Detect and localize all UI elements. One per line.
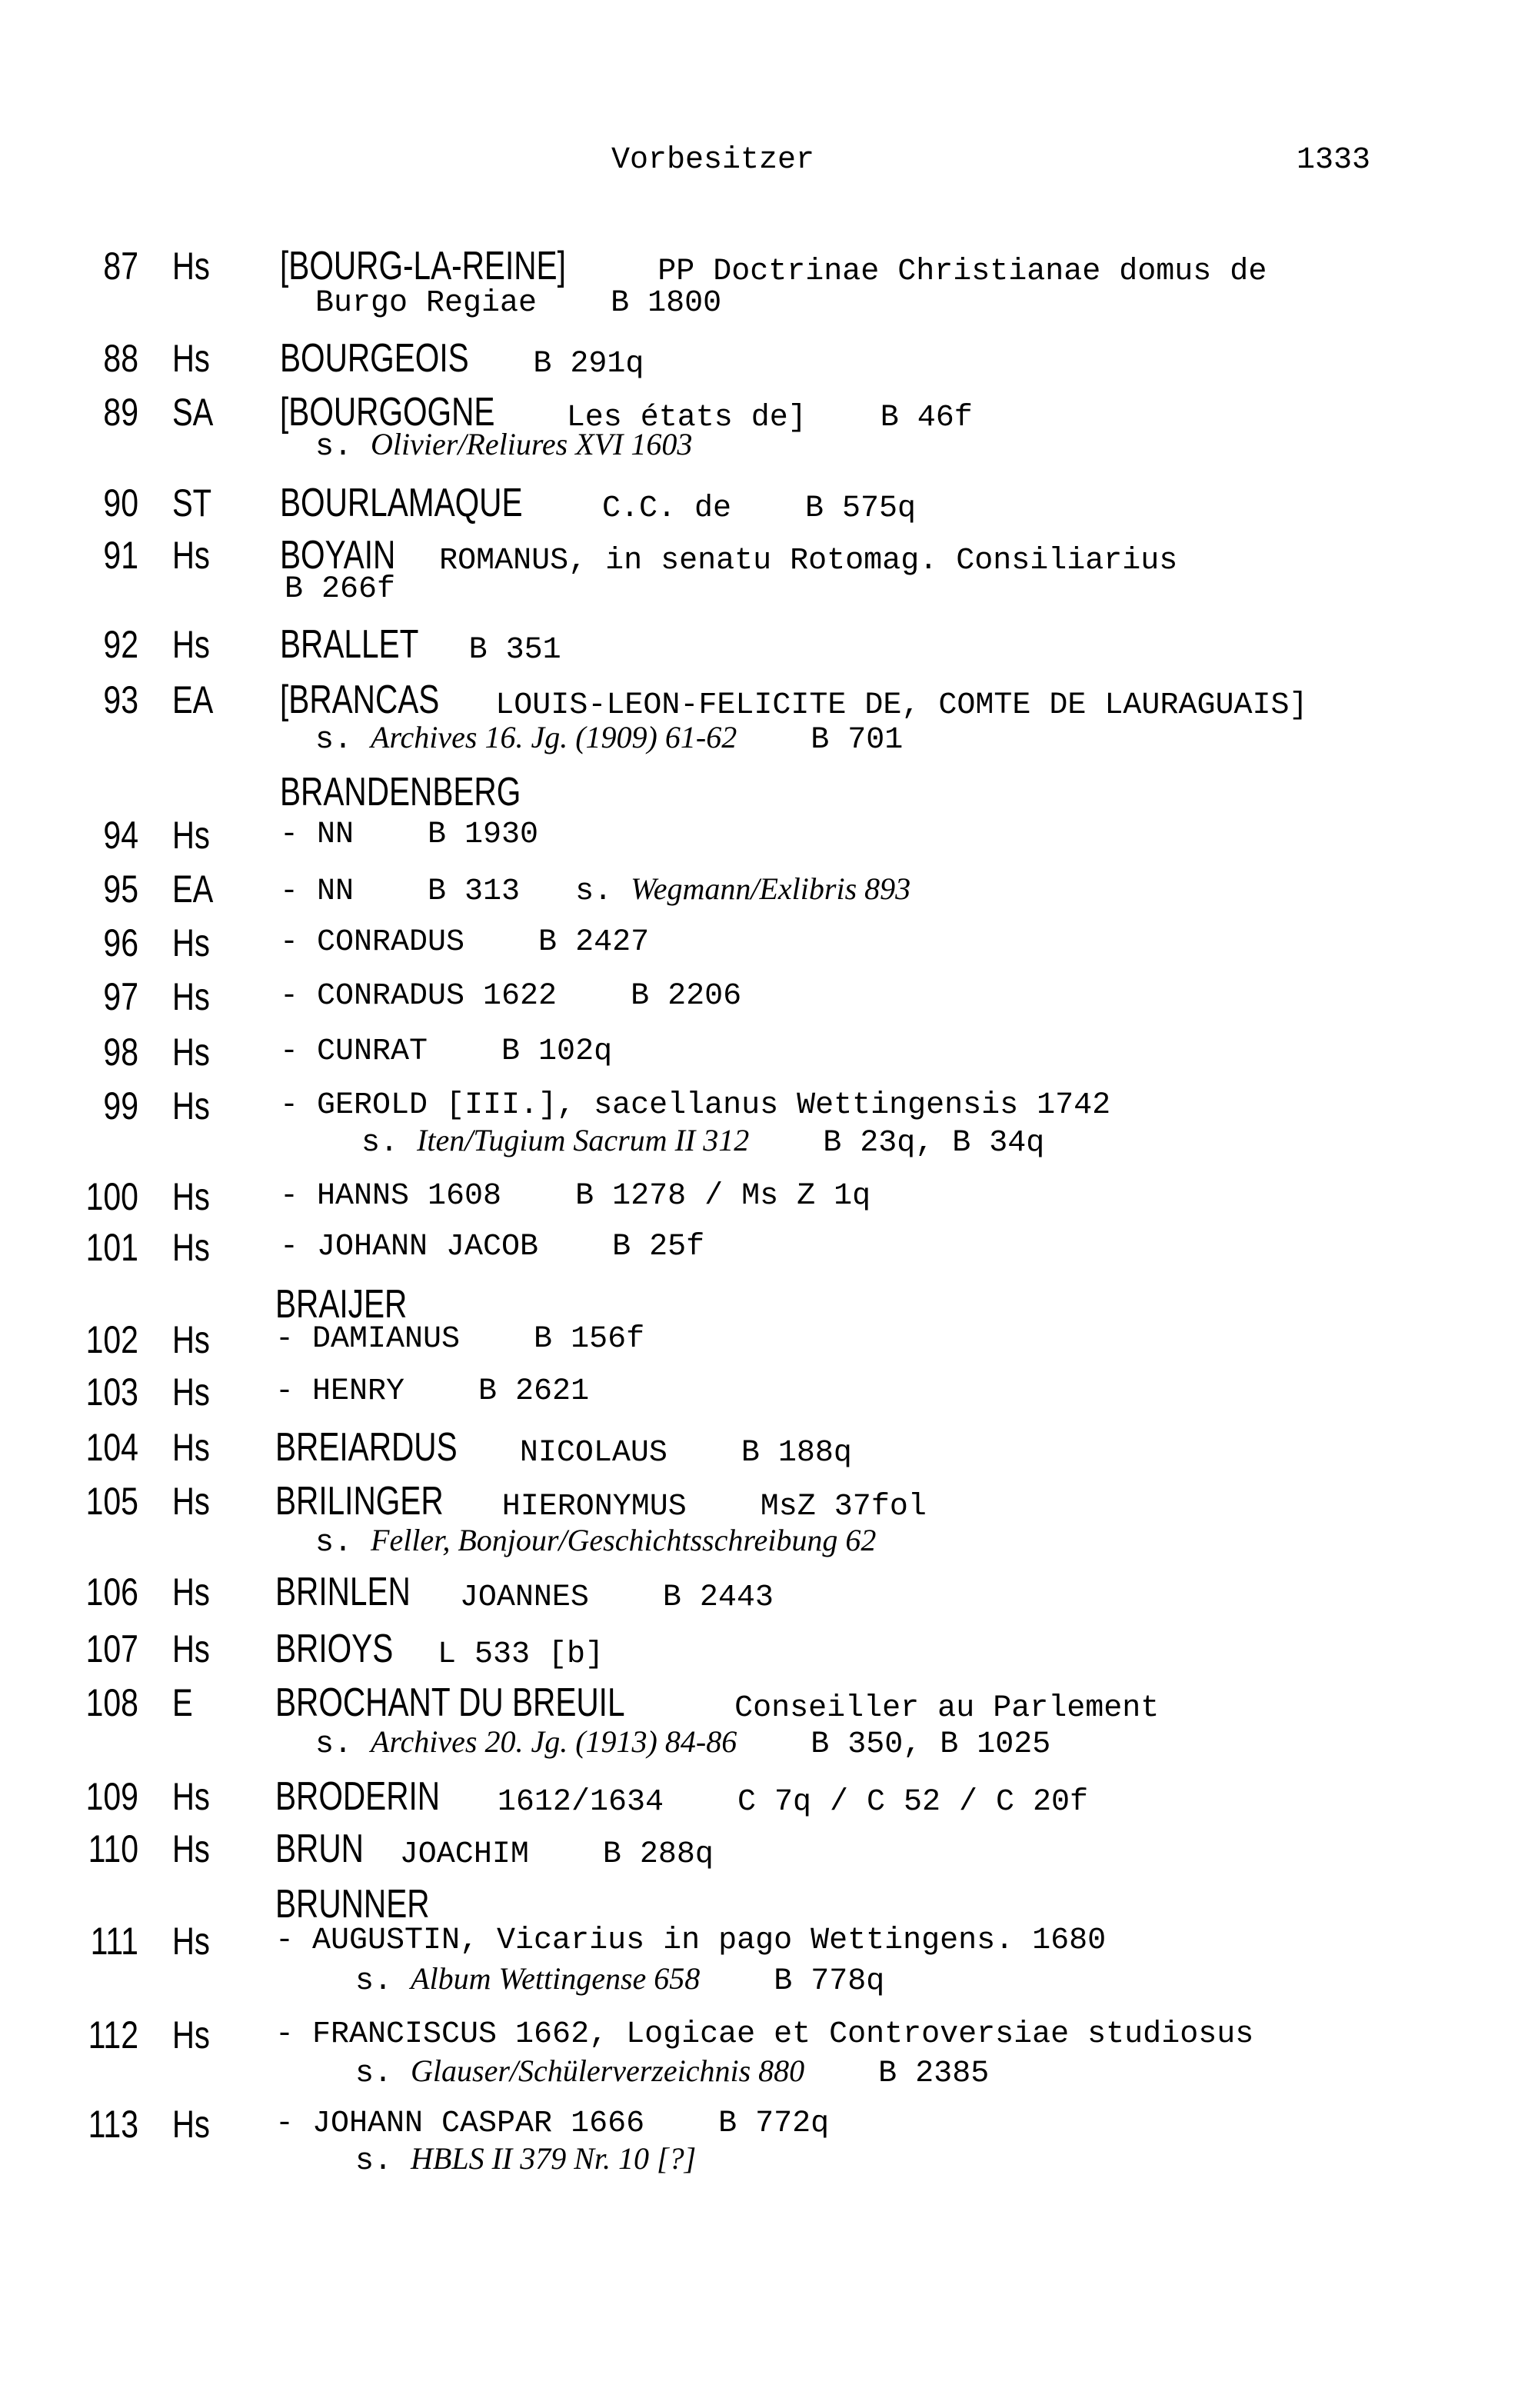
entry-details: B 291q bbox=[533, 347, 644, 381]
entry-reference: s. Iten/Tugium Sacrum II 312 B 23q, B 34q bbox=[361, 1123, 1045, 1161]
entry-reference: s. Feller, Bonjour/Geschichtsschreibung 62 bbox=[315, 1523, 877, 1560]
entry-details: JOACHIM B 288q bbox=[399, 1837, 714, 1872]
page-number: 1333 bbox=[1297, 143, 1371, 178]
entry-details: ROMANUS, in senatu Rotomag. Consiliarius bbox=[439, 544, 1178, 578]
entry-heading: BROCHANT DU BREUIL bbox=[275, 1680, 634, 1725]
entry-number: 108 bbox=[85, 1681, 138, 1724]
entry-113-ref bbox=[0, 2140, 1538, 2178]
entry-type: Hs bbox=[172, 2013, 210, 2057]
entry-109 bbox=[0, 1774, 1538, 1820]
group-heading-brandenberg bbox=[0, 769, 1538, 815]
entry-110 bbox=[0, 1826, 1538, 1872]
entry-details: - CONRADUS 1622 B 2206 bbox=[280, 979, 742, 1014]
entry-details: PP Doctrinae Christianae domus de bbox=[657, 255, 1267, 289]
entry-type: Hs bbox=[172, 245, 210, 288]
entry-type: Hs bbox=[172, 1775, 210, 1818]
entry-details: - HANNS 1608 B 1278 / Ms Z 1q bbox=[280, 1179, 871, 1214]
entry-reference: s. Olivier/Reliures XVI 1603 bbox=[315, 427, 693, 465]
entry-heading: BOURGEOIS bbox=[280, 336, 478, 381]
entry-number: 101 bbox=[85, 1226, 138, 1269]
entry-105 bbox=[0, 1478, 1538, 1524]
entry-type: Hs bbox=[172, 1226, 210, 1269]
entry-type: E bbox=[172, 1681, 193, 1724]
entry-heading: BRILINGER bbox=[275, 1479, 452, 1524]
entry-heading: [BOURGOGNE bbox=[280, 390, 504, 435]
citation: Glauser/Schülerverzeichnis 880 bbox=[411, 2053, 805, 2088]
entry-heading: BRODERIN bbox=[275, 1774, 449, 1819]
entry-90 bbox=[0, 480, 1538, 526]
entry-type: Hs bbox=[172, 1480, 210, 1523]
entry-112 bbox=[0, 2012, 1538, 2058]
entry-108 bbox=[0, 1680, 1538, 1726]
entry-continuation: Burgo Regiae B 1800 bbox=[315, 286, 722, 321]
entry-details: 1612/1634 C 7q / C 52 / C 20f bbox=[497, 1785, 1089, 1820]
entry-heading: [BRANCAS bbox=[280, 678, 448, 722]
entry-heading: [BOURG-LA-REINE] bbox=[280, 244, 575, 288]
entry-continuation: B 266f bbox=[285, 572, 396, 607]
entry-number: 93 bbox=[103, 678, 138, 721]
entry-details: - CUNRAT B 102q bbox=[280, 1034, 613, 1069]
entry-reference: s. HBLS II 379 Nr. 10 [?] bbox=[355, 2141, 697, 2179]
citation: Archives 20. Jg. (1913) 84-86 bbox=[371, 1724, 737, 1759]
entry-95 bbox=[0, 866, 1538, 912]
entry-105-ref bbox=[0, 1521, 1538, 1560]
entry-type: Hs bbox=[172, 2103, 210, 2146]
entry-number: 113 bbox=[88, 2103, 138, 2146]
entry-103 bbox=[0, 1369, 1538, 1415]
entry-87-cont bbox=[0, 285, 1538, 323]
entry-number: 97 bbox=[103, 975, 138, 1018]
entry-type: Hs bbox=[172, 1827, 210, 1870]
entry-reference: s. Archives 20. Jg. (1913) 84-86 B 350, B 1025 bbox=[315, 1724, 1051, 1762]
group-heading: BRANDENBERG bbox=[280, 770, 521, 814]
entry-96 bbox=[0, 920, 1538, 966]
entry-type: Hs bbox=[172, 814, 210, 857]
entry-details: - NN B 1930 bbox=[280, 818, 539, 852]
entry-number: 92 bbox=[103, 623, 138, 666]
entry-number: 91 bbox=[103, 534, 138, 577]
entry-details: LOUIS-LEON-FELICITE DE, COMTE DE LAURAGUAIS] bbox=[495, 688, 1308, 723]
entry-heading: BRALLET bbox=[280, 622, 428, 667]
entry-99-ref bbox=[0, 1121, 1538, 1160]
entry-type: Hs bbox=[172, 1031, 210, 1074]
entry-text bbox=[275, 1424, 852, 1480]
entry-text bbox=[280, 866, 910, 919]
entry-number: 89 bbox=[103, 391, 138, 434]
entry-number: 90 bbox=[103, 481, 138, 525]
entry-text bbox=[275, 1826, 714, 1882]
entry-number: 99 bbox=[103, 1084, 138, 1127]
entry-101 bbox=[0, 1224, 1538, 1271]
entry-number: 102 bbox=[85, 1318, 138, 1361]
citation: HBLS II 379 Nr. 10 [?] bbox=[411, 2141, 697, 2176]
entry-reference: s. Glauser/Schülerverzeichnis 880 B 2385 bbox=[355, 2053, 990, 2091]
entry-details: - GEROLD [III.], sacellanus Wettingensis 1742 bbox=[280, 1088, 1111, 1123]
entry-89-ref bbox=[0, 425, 1538, 464]
entry-details: - JOHANN CASPAR 1666 B 772q bbox=[275, 2107, 830, 2141]
entry-number: 100 bbox=[85, 1175, 138, 1218]
entry-heading: BRUN bbox=[275, 1827, 373, 1871]
running-title: Vorbesitzer bbox=[611, 143, 815, 178]
entry-details: L 533 [b] bbox=[437, 1637, 604, 1672]
entry-type: Hs bbox=[172, 1318, 210, 1361]
entry-type: Hs bbox=[172, 1175, 210, 1218]
entry-details: - DAMIANUS B 156f bbox=[275, 1322, 645, 1357]
entry-heading: BREIARDUS bbox=[275, 1425, 466, 1470]
entry-details: B 351 bbox=[468, 633, 561, 668]
entry-type: Hs bbox=[172, 921, 210, 964]
entry-type: Hs bbox=[172, 1084, 210, 1127]
citation: Olivier/Reliures XVI 1603 bbox=[371, 427, 693, 461]
entry-number: 112 bbox=[88, 2013, 138, 2057]
entry-93 bbox=[0, 677, 1538, 723]
entry-number: 94 bbox=[103, 814, 138, 857]
entry-94 bbox=[0, 812, 1538, 858]
entry-number: 106 bbox=[85, 1570, 138, 1614]
entry-reference: s. Archives 16. Jg. (1909) 61-62 B 701 bbox=[315, 720, 904, 758]
entry-112-ref bbox=[0, 2052, 1538, 2090]
entry-type: Hs bbox=[172, 337, 210, 380]
entry-98 bbox=[0, 1029, 1538, 1075]
entry-heading: BOURLAMAQUE bbox=[280, 481, 531, 525]
entry-heading: BOYAIN bbox=[280, 533, 404, 578]
entry-details: Les états de] B 46f bbox=[566, 401, 973, 435]
entry-91-cont bbox=[0, 571, 1538, 609]
entry-heading: BRIOYS bbox=[275, 1627, 402, 1671]
citation: Archives 16. Jg. (1909) 61-62 bbox=[371, 720, 737, 754]
entry-details: - AUGUSTIN, Vicarius in pago Wettingens. 1680 bbox=[275, 1923, 1107, 1958]
entry-type: Hs bbox=[172, 1920, 210, 1963]
entry-number: 110 bbox=[88, 1827, 138, 1870]
entry-type: ST bbox=[172, 481, 212, 525]
entry-type: SA bbox=[172, 391, 214, 434]
entry-details: - JOHANN JACOB B 25f bbox=[280, 1230, 705, 1264]
entry-97 bbox=[0, 974, 1538, 1020]
entry-number: 105 bbox=[85, 1480, 138, 1523]
citation: Iten/Tugium Sacrum II 312 bbox=[417, 1123, 750, 1157]
entry-104 bbox=[0, 1424, 1538, 1470]
entry-number: 98 bbox=[103, 1031, 138, 1074]
citation: Wegmann/Exlibris 893 bbox=[631, 871, 911, 906]
entry-type: EA bbox=[172, 678, 214, 721]
entry-details: - FRANCISCUS 1662, Logicae et Controversiae studiosus bbox=[275, 2017, 1254, 2052]
entry-number: 111 bbox=[90, 1920, 138, 1963]
entry-text bbox=[280, 621, 561, 678]
entry-details: - HENRY B 2621 bbox=[275, 1374, 590, 1409]
entry-text bbox=[280, 335, 644, 391]
entry-details: - CONRADUS B 2427 bbox=[280, 925, 650, 960]
entry-details: JOANNES B 2443 bbox=[459, 1580, 774, 1615]
entry-details: NICOLAUS B 188q bbox=[519, 1436, 852, 1470]
entry-number: 96 bbox=[103, 921, 138, 964]
citation: Album Wettingense 658 bbox=[411, 1961, 701, 1996]
entry-type: EA bbox=[172, 868, 214, 911]
group-heading: BRAIJER bbox=[275, 1282, 408, 1327]
entry-92 bbox=[0, 621, 1538, 668]
entry-number: 107 bbox=[85, 1627, 138, 1670]
entry-details: HIERONYMUS MsZ 37fol bbox=[501, 1490, 927, 1524]
entry-100 bbox=[0, 1174, 1538, 1220]
entry-number: 95 bbox=[103, 868, 138, 911]
citation: Feller, Bonjour/Geschichtsschreibung 62 bbox=[371, 1523, 877, 1557]
entry-111-ref bbox=[0, 1960, 1538, 1998]
entry-text bbox=[280, 480, 916, 536]
group-heading: BRUNNER bbox=[275, 1882, 430, 1927]
entry-details: Conseiller au Parlement bbox=[734, 1691, 1160, 1726]
entry-type: Hs bbox=[172, 1426, 210, 1469]
entry-text bbox=[275, 1569, 774, 1625]
entry-number: 88 bbox=[103, 337, 138, 380]
entry-type: Hs bbox=[172, 1627, 210, 1670]
entry-text bbox=[275, 1774, 1088, 1830]
entry-number: 87 bbox=[103, 245, 138, 288]
entry-107 bbox=[0, 1626, 1538, 1672]
entry-reference: s. Album Wettingense 658 B 778q bbox=[355, 1961, 885, 1999]
entry-type: Hs bbox=[172, 534, 210, 577]
entry-88 bbox=[0, 335, 1538, 381]
entry-106 bbox=[0, 1569, 1538, 1615]
entry-details: - NN B 313 s. bbox=[280, 874, 631, 909]
entry-type: Hs bbox=[172, 1570, 210, 1614]
entry-93-ref bbox=[0, 718, 1538, 757]
page-header bbox=[0, 142, 1538, 180]
entry-text bbox=[275, 1626, 604, 1682]
entry-details: C.C. de B 575q bbox=[601, 491, 917, 526]
entry-87 bbox=[0, 243, 1538, 289]
entry-number: 109 bbox=[85, 1775, 138, 1818]
entry-108-ref bbox=[0, 1723, 1538, 1761]
entry-102 bbox=[0, 1317, 1538, 1363]
entry-number: 103 bbox=[85, 1371, 138, 1414]
entry-type: Hs bbox=[172, 975, 210, 1018]
entry-number: 104 bbox=[85, 1426, 138, 1469]
entry-111 bbox=[0, 1918, 1538, 1964]
entry-type: Hs bbox=[172, 1371, 210, 1414]
entry-heading: BRINLEN bbox=[275, 1570, 420, 1614]
entry-type: Hs bbox=[172, 623, 210, 666]
